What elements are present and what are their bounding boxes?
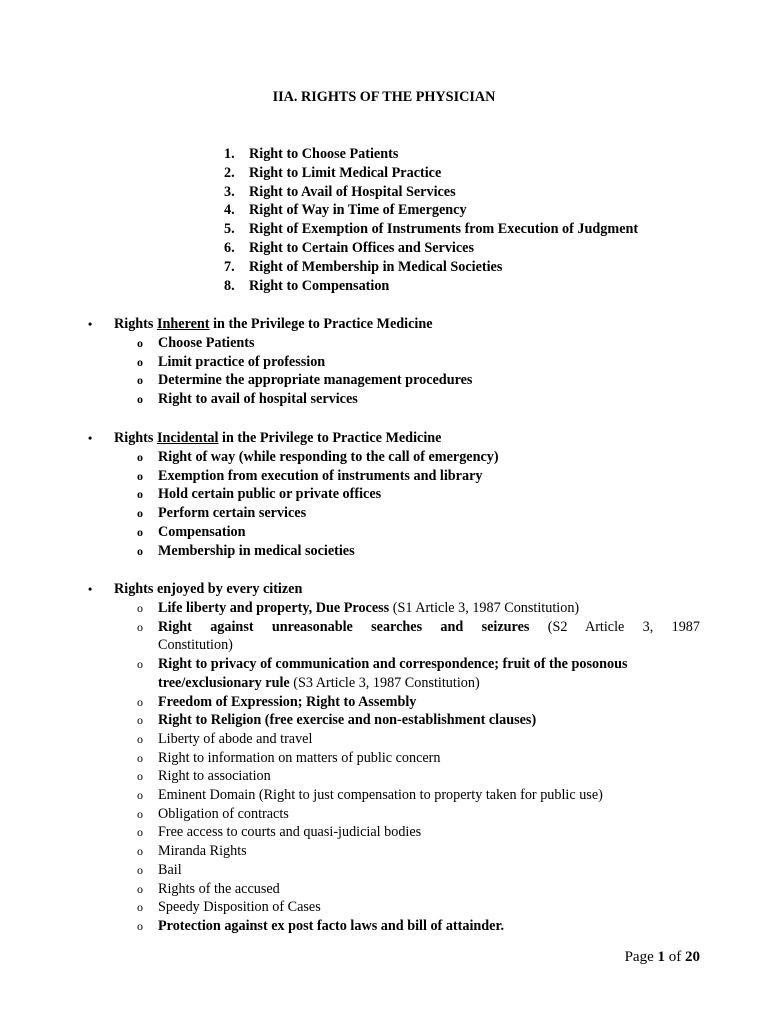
- list-item: [88, 880, 700, 899]
- list-item: [88, 711, 700, 730]
- item-text: Right of Membership in Medical Societies: [249, 258, 503, 275]
- list-item: [88, 485, 700, 504]
- item-text: Right to Choose Patients: [249, 146, 399, 162]
- item-text: Right to Compensation: [249, 277, 390, 294]
- list-item: [224, 220, 638, 239]
- item-number: 6.: [224, 239, 235, 256]
- list-item: [88, 448, 700, 467]
- item-text: Right to Certain Offices and Services: [249, 239, 474, 256]
- circle-bullet-icon: o: [137, 450, 143, 464]
- item-text: Compensation: [158, 523, 246, 540]
- heading-suffix: in the Privilege to Practice Medicine: [209, 316, 433, 332]
- list-item: [88, 861, 700, 880]
- circle-bullet-icon: o: [137, 731, 143, 746]
- item-text: Liberty of abode and travel: [158, 730, 313, 747]
- heading-prefix: Rights: [114, 316, 157, 332]
- item-bold-text: tree/exclusionary rule: [158, 674, 290, 691]
- list-item: [88, 842, 700, 861]
- circle-bullet-icon: o: [137, 769, 143, 784]
- list-item: [88, 523, 700, 542]
- inherent-rights-section: [88, 315, 700, 409]
- circle-bullet-icon: o: [137, 750, 143, 765]
- circle-bullet-icon: o: [137, 524, 143, 539]
- list-item: [88, 917, 700, 936]
- item-continuation: Constitution): [158, 637, 233, 654]
- circle-bullet-icon: o: [137, 657, 143, 672]
- item-number: 5.: [224, 221, 235, 238]
- total-page-count: 20: [685, 949, 700, 965]
- list-item: [224, 183, 638, 202]
- item-bold-text: Life liberty and property, Due Process: [158, 600, 390, 616]
- item-text: (S1 Article 3, 1987 Constitution): [389, 600, 580, 616]
- item-text: Right to association: [158, 768, 271, 785]
- list-item: [88, 786, 700, 805]
- circle-bullet-icon: o: [137, 918, 143, 933]
- page-footer: [625, 949, 700, 966]
- heading-suffix: in the Privilege to Practice Medicine: [218, 430, 442, 446]
- list-item: [224, 145, 638, 164]
- item-number: 1.: [224, 146, 235, 162]
- section-heading: [88, 580, 700, 599]
- list-item: [224, 239, 638, 258]
- item-text: Free access to courts and quasi-judicial bodies: [158, 824, 422, 841]
- heading-emphasis: Inherent: [156, 316, 210, 332]
- citizen-sublist: [88, 599, 700, 936]
- item-text: Right to information on matters of public concern: [158, 749, 441, 766]
- list-item: [88, 805, 700, 824]
- footer-page-label: Page: [624, 949, 658, 965]
- item-number: 7.: [224, 258, 235, 275]
- circle-bullet-icon: o: [137, 806, 143, 821]
- circle-bullet-icon: o: [137, 601, 143, 615]
- item-bold-text: Right against unreasonable searches and seizures: [158, 618, 530, 635]
- circle-bullet-icon: o: [137, 506, 143, 521]
- item-text: (S3 Article 3, 1987 Constitution): [289, 674, 480, 691]
- item-text: Choose Patients: [158, 335, 255, 351]
- list-item: [88, 390, 700, 409]
- item-justified-line: [158, 618, 700, 637]
- item-text: Right to Limit Medical Practice: [249, 164, 442, 181]
- list-item: [88, 749, 700, 768]
- circle-bullet-icon: o: [137, 713, 143, 728]
- item-text: Right of Exemption of Instruments from Execution of Judgment: [249, 221, 639, 238]
- section-heading: [88, 429, 700, 448]
- circle-bullet-icon: o: [137, 788, 143, 803]
- item-text: Determine the appropriate management procedures: [158, 372, 473, 389]
- item-text: Miranda Rights: [158, 843, 247, 860]
- item-text: Eminent Domain (Right to just compensation to property taken for public use): [158, 787, 603, 804]
- item-text: Hold certain public or private offices: [158, 486, 382, 503]
- current-page-number: 1: [657, 949, 665, 965]
- list-item: [88, 599, 700, 618]
- item-text: Limit practice of profession: [158, 353, 326, 370]
- item-text: (S2 Article 3, 1987: [529, 618, 700, 635]
- heading-prefix: Rights: [114, 430, 157, 446]
- item-number: 2.: [224, 164, 235, 181]
- circle-bullet-icon: o: [137, 694, 143, 709]
- list-item: [224, 277, 638, 296]
- item-text: Membership in medical societies: [158, 542, 355, 559]
- circle-bullet-icon: o: [137, 468, 143, 483]
- list-item: [88, 504, 700, 523]
- bullet-icon: •: [88, 582, 93, 596]
- item-text: Right of Way in Time of Emergency: [249, 202, 467, 219]
- list-item: [88, 898, 700, 917]
- item-text: Perform certain services: [158, 505, 307, 522]
- list-item: [88, 655, 700, 692]
- incidental-sublist: [88, 448, 700, 560]
- list-item: [88, 334, 700, 353]
- item-text: Right to Avail of Hospital Services: [249, 183, 456, 200]
- item-text: Exemption from execution of instruments and library: [158, 467, 483, 484]
- list-item: [224, 164, 638, 183]
- circle-bullet-icon: o: [137, 825, 143, 840]
- heading-text: Rights enjoyed by every citizen: [114, 581, 303, 597]
- heading-emphasis: Incidental: [156, 430, 219, 446]
- circle-bullet-icon: o: [137, 336, 143, 350]
- inherent-sublist: [88, 334, 700, 409]
- item-bold-text: Protection against ex post facto laws and bill of attainder.: [158, 917, 505, 934]
- circle-bullet-icon: o: [137, 354, 143, 369]
- item-text: Rights of the accused: [158, 880, 280, 897]
- list-item: [88, 730, 700, 749]
- item-text: Right to avail of hospital services: [158, 391, 358, 408]
- footer-of-label: of: [665, 949, 685, 965]
- item-bold-text: Freedom of Expression; Right to Assembly: [158, 693, 417, 710]
- item-bold-text: Right to Religion (free exercise and non-establishment clauses): [158, 712, 537, 729]
- list-item: [88, 353, 700, 372]
- item-text: Right of way (while responding to the call of emergency): [158, 449, 499, 465]
- section-heading: [88, 315, 700, 334]
- list-item: [88, 371, 700, 390]
- bullet-icon: •: [88, 317, 93, 331]
- list-item: [88, 618, 700, 655]
- item-number: 3.: [224, 183, 235, 200]
- list-item: [88, 467, 700, 486]
- list-item: [224, 201, 638, 220]
- list-item: [88, 542, 700, 561]
- circle-bullet-icon: o: [137, 900, 143, 915]
- circle-bullet-icon: o: [137, 487, 143, 502]
- list-item: [88, 823, 700, 842]
- item-number: 4.: [224, 202, 235, 219]
- circle-bullet-icon: o: [137, 619, 143, 634]
- item-number: 8.: [224, 277, 235, 294]
- page-title: IIA. RIGHTS OF THE PHYSICIAN: [272, 89, 496, 105]
- item-text: Obligation of contracts: [158, 805, 289, 822]
- incidental-rights-section: [88, 429, 700, 560]
- list-item: [88, 767, 700, 786]
- list-item: [224, 258, 638, 277]
- circle-bullet-icon: o: [137, 392, 143, 407]
- circle-bullet-icon: o: [137, 543, 143, 558]
- item-bold-text: Right to privacy of communication and correspondence; fruit of the posonous: [158, 656, 628, 673]
- citizen-rights-section: [88, 580, 700, 936]
- circle-bullet-icon: o: [137, 862, 143, 877]
- circle-bullet-icon: o: [137, 881, 143, 896]
- bullet-icon: •: [88, 431, 93, 445]
- numbered-rights-list: [224, 145, 638, 295]
- circle-bullet-icon: o: [137, 844, 143, 859]
- circle-bullet-icon: o: [137, 373, 143, 388]
- item-text: Speedy Disposition of Cases: [158, 899, 321, 916]
- list-item: [88, 693, 700, 712]
- item-text: Bail: [158, 861, 182, 878]
